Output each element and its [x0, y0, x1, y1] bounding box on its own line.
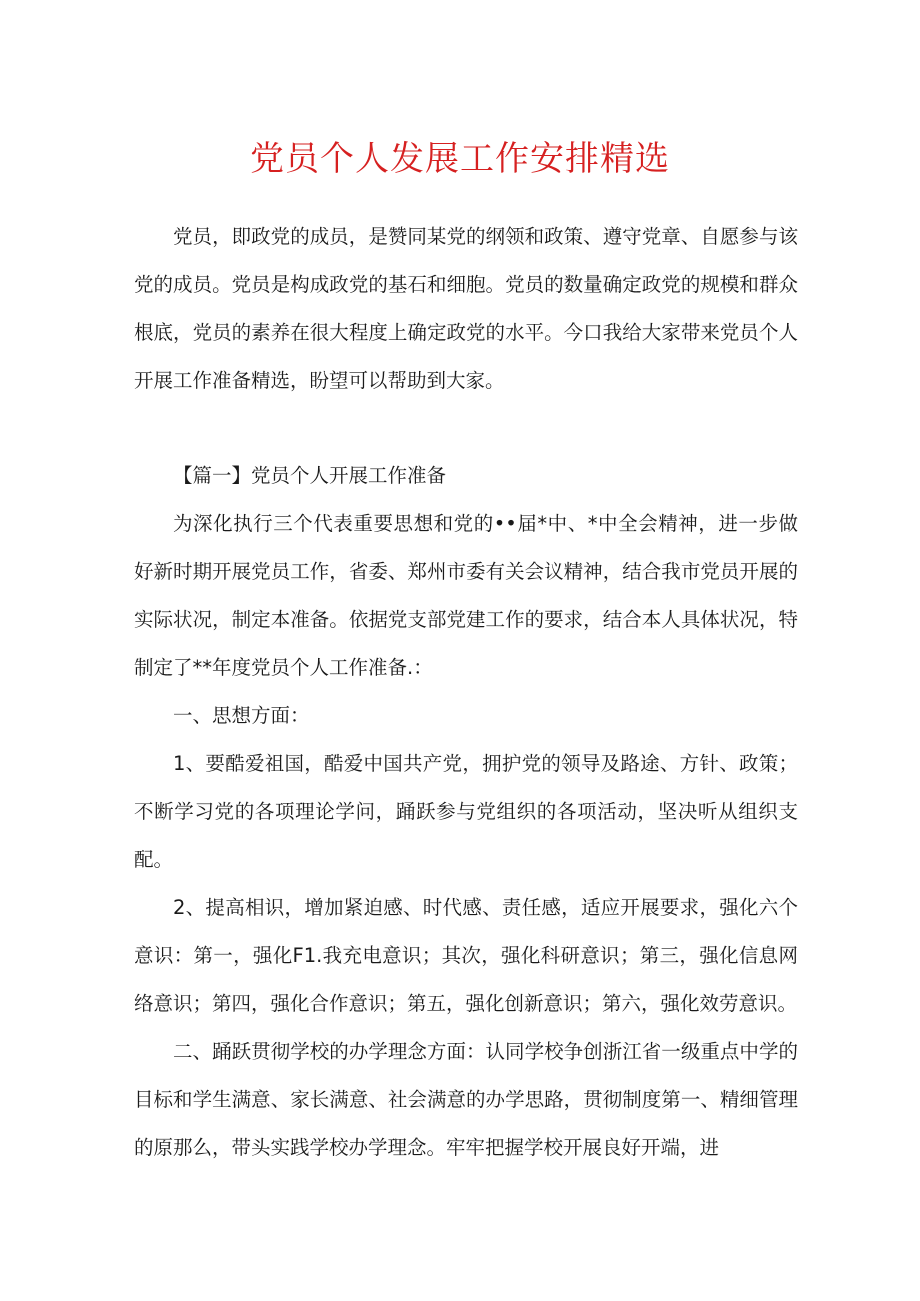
subheading-school-philosophy: 二、踊跃贯彻学校的办学理念方面：认同学校争创浙江省一级重点中学的目标和学生满意、家长满意、社会满意的办学思路，贯彻制度第一、精细管理的原那么，带头实践学校办学理念。牢牢把握学校开展良好开端，进 — [134, 1040, 798, 1159]
subheading-thought: 一、思想方面： — [173, 704, 310, 727]
section-heading: 【篇一】党员个人开展工作准备 — [173, 464, 447, 487]
list-item-1: 1、要酷爱祖国，酷爱中国共产党，拥护党的领导及路途、方针、政策；不断学习党的各项理论学问，踊跃参与党组织的各项活动，坚决听从组织支配。 — [134, 752, 798, 871]
intro-paragraph: 党员，即政党的成员，是赞同某党的纲领和政策、遵守党章、自愿参与该党的成员。党员是构成政党的基石和细胞。党员的数量确定政党的规模和群众根底，党员的素养在很大程度上确定政党的水平。今口我给大家带来党员个人开展工作准备精选，盼望可以帮助到大家。 — [134, 225, 798, 392]
list-item-2: 2、提高相识，增加紧迫感、时代感、责任感，适应开展要求，强化六个意识：第一，强化F1.我充电意识；其次，强化科研意识；第三，强化信息网络意识；第四，强化合作意识；第五，强化创新意识；第六，强化效劳意识。 — [134, 896, 798, 1015]
document-title: 党员个人发展工作安排精选 — [250, 139, 670, 179]
paragraph-1: 为深化执行三个代表重要思想和党的••届*中、*中全会精神，进一步做好新时期开展党员工作，省委、郑州市委有关会议精神，结合我市党员开展的实际状况，制定本准备。依据党支部党建工作的要求，结合本人具体状况，特制定了**年度党员个人工作准备.： — [134, 512, 798, 679]
